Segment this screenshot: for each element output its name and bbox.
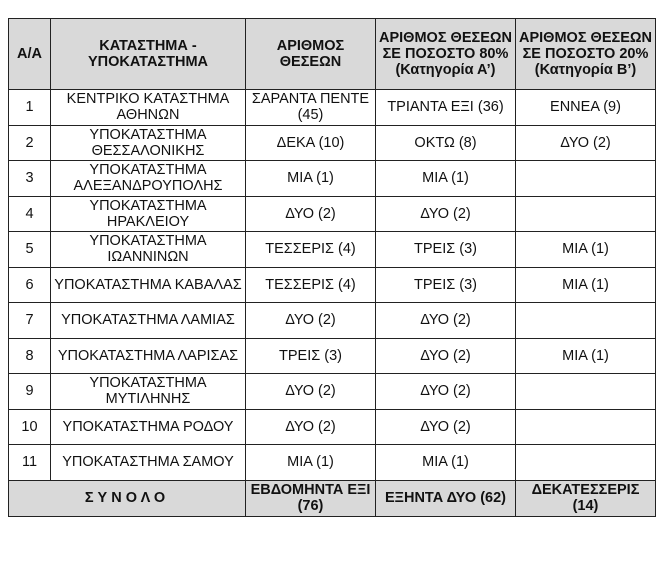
seats-cat-b bbox=[516, 409, 656, 445]
header-branch: ΚΑΤΑΣΤΗΜΑ - ΥΠΟΚΑΤΑΣΤΗΜΑ bbox=[51, 19, 246, 90]
row-number: 2 bbox=[9, 125, 51, 161]
branch-name: ΥΠΟΚΑΤΑΣΤΗΜΑ ΛΑΜΙΑΣ bbox=[51, 303, 246, 339]
table-row bbox=[9, 409, 656, 445]
table-row bbox=[9, 125, 656, 161]
seats: ΔΥΟ (2) bbox=[246, 374, 376, 410]
row-number: 4 bbox=[9, 196, 51, 232]
seats: ΤΡΕΙΣ (3) bbox=[246, 338, 376, 374]
branch-name: ΚΕΝΤΡΙΚΟ ΚΑΤΑΣΤΗΜΑ ΑΘΗΝΩΝ bbox=[51, 90, 246, 126]
seats-cat-a: ΜΙΑ (1) bbox=[376, 161, 516, 197]
branch-name: ΥΠΟΚΑΤΑΣΤΗΜΑ ΘΕΣΣΑΛΟΝΙΚΗΣ bbox=[51, 125, 246, 161]
seats-cat-a: ΤΡΕΙΣ (3) bbox=[376, 267, 516, 303]
seats: ΤΕΣΣΕΡΙΣ (4) bbox=[246, 267, 376, 303]
table-row bbox=[9, 445, 656, 481]
total-row bbox=[9, 480, 656, 516]
row-number: 8 bbox=[9, 338, 51, 374]
seats-cat-a: ΔΥΟ (2) bbox=[376, 303, 516, 339]
table-row bbox=[9, 90, 656, 126]
header-cat-b: ΑΡΙΘΜΟΣ ΘΕΣΕΩΝ ΣΕ ΠΟΣΟΣΤΟ 20% (Κατηγορία Β’) bbox=[516, 19, 656, 90]
branch-name: ΥΠΟΚΑΤΑΣΤΗΜΑ ΡΟΔΟΥ bbox=[51, 409, 246, 445]
seats: ΔΥΟ (2) bbox=[246, 303, 376, 339]
seats: ΔΥΟ (2) bbox=[246, 196, 376, 232]
row-number: 5 bbox=[9, 232, 51, 268]
branch-name: ΥΠΟΚΑΤΑΣΤΗΜΑ ΙΩΑΝΝΙΝΩΝ bbox=[51, 232, 246, 268]
table-row bbox=[9, 161, 656, 197]
branch-name: ΥΠΟΚΑΤΑΣΤΗΜΑ ΚΑΒΑΛΑΣ bbox=[51, 267, 246, 303]
total-cat-b: ΔΕΚΑΤΕΣΣΕΡΙΣ (14) bbox=[516, 480, 656, 516]
seats-cat-a: ΤΡΙΑΝΤΑ ΕΞΙ (36) bbox=[376, 90, 516, 126]
seats-cat-b: ΜΙΑ (1) bbox=[516, 338, 656, 374]
row-number: 6 bbox=[9, 267, 51, 303]
seats-cat-b bbox=[516, 303, 656, 339]
seats: ΣΑΡΑΝΤΑ ΠΕΝΤΕ (45) bbox=[246, 90, 376, 126]
branch-name: ΥΠΟΚΑΤΑΣΤΗΜΑ ΗΡΑΚΛΕΙΟΥ bbox=[51, 196, 246, 232]
seats-cat-b bbox=[516, 374, 656, 410]
seats-cat-a: ΤΡΕΙΣ (3) bbox=[376, 232, 516, 268]
seats: ΤΕΣΣΕΡΙΣ (4) bbox=[246, 232, 376, 268]
row-number: 11 bbox=[9, 445, 51, 481]
row-number: 3 bbox=[9, 161, 51, 197]
row-number: 10 bbox=[9, 409, 51, 445]
table-row bbox=[9, 303, 656, 339]
seats-cat-b bbox=[516, 196, 656, 232]
seats-cat-a: ΜΙΑ (1) bbox=[376, 445, 516, 481]
header-seats: ΑΡΙΘΜΟΣ ΘΕΣΕΩΝ bbox=[246, 19, 376, 90]
table-row bbox=[9, 267, 656, 303]
table-row bbox=[9, 196, 656, 232]
row-number: 7 bbox=[9, 303, 51, 339]
table-row bbox=[9, 338, 656, 374]
seats: ΜΙΑ (1) bbox=[246, 161, 376, 197]
seats-cat-b: ΔΥΟ (2) bbox=[516, 125, 656, 161]
header-row bbox=[9, 19, 656, 90]
header-aa: Α/Α bbox=[9, 19, 51, 90]
seats-cat-b bbox=[516, 161, 656, 197]
seats-cat-b: ΜΙΑ (1) bbox=[516, 232, 656, 268]
row-number: 9 bbox=[9, 374, 51, 410]
seats-cat-a: ΔΥΟ (2) bbox=[376, 338, 516, 374]
seats-cat-b: ΕΝΝΕΑ (9) bbox=[516, 90, 656, 126]
row-number: 1 bbox=[9, 90, 51, 126]
total-seats: ΕΒΔΟΜΗΝΤΑ ΕΞΙ (76) bbox=[246, 480, 376, 516]
branch-name: ΥΠΟΚΑΤΑΣΤΗΜΑ ΑΛΕΞΑΝΔΡΟΥΠΟΛΗΣ bbox=[51, 161, 246, 197]
total-label: ΣΥΝΟΛΟ bbox=[9, 480, 246, 516]
seats: ΔΕΚΑ (10) bbox=[246, 125, 376, 161]
table-row bbox=[9, 374, 656, 410]
table-row bbox=[9, 232, 656, 268]
branch-name: ΥΠΟΚΑΤΑΣΤΗΜΑ ΜΥΤΙΛΗΝΗΣ bbox=[51, 374, 246, 410]
total-cat-a: ΕΞΗΝΤΑ ΔΥΟ (62) bbox=[376, 480, 516, 516]
seats-cat-b bbox=[516, 445, 656, 481]
positions-table bbox=[8, 18, 656, 517]
branch-name: ΥΠΟΚΑΤΑΣΤΗΜΑ ΛΑΡΙΣΑΣ bbox=[51, 338, 246, 374]
seats-cat-a: ΔΥΟ (2) bbox=[376, 374, 516, 410]
seats: ΜΙΑ (1) bbox=[246, 445, 376, 481]
seats-cat-a: ΔΥΟ (2) bbox=[376, 196, 516, 232]
header-cat-a: ΑΡΙΘΜΟΣ ΘΕΣΕΩΝ ΣΕ ΠΟΣΟΣΤΟ 80% (Κατηγορία Α’) bbox=[376, 19, 516, 90]
seats: ΔΥΟ (2) bbox=[246, 409, 376, 445]
table-body bbox=[9, 90, 656, 481]
branch-name: ΥΠΟΚΑΤΑΣΤΗΜΑ ΣΑΜΟΥ bbox=[51, 445, 246, 481]
seats-cat-a: ΔΥΟ (2) bbox=[376, 409, 516, 445]
seats-cat-b: ΜΙΑ (1) bbox=[516, 267, 656, 303]
seats-cat-a: ΟΚΤΩ (8) bbox=[376, 125, 516, 161]
